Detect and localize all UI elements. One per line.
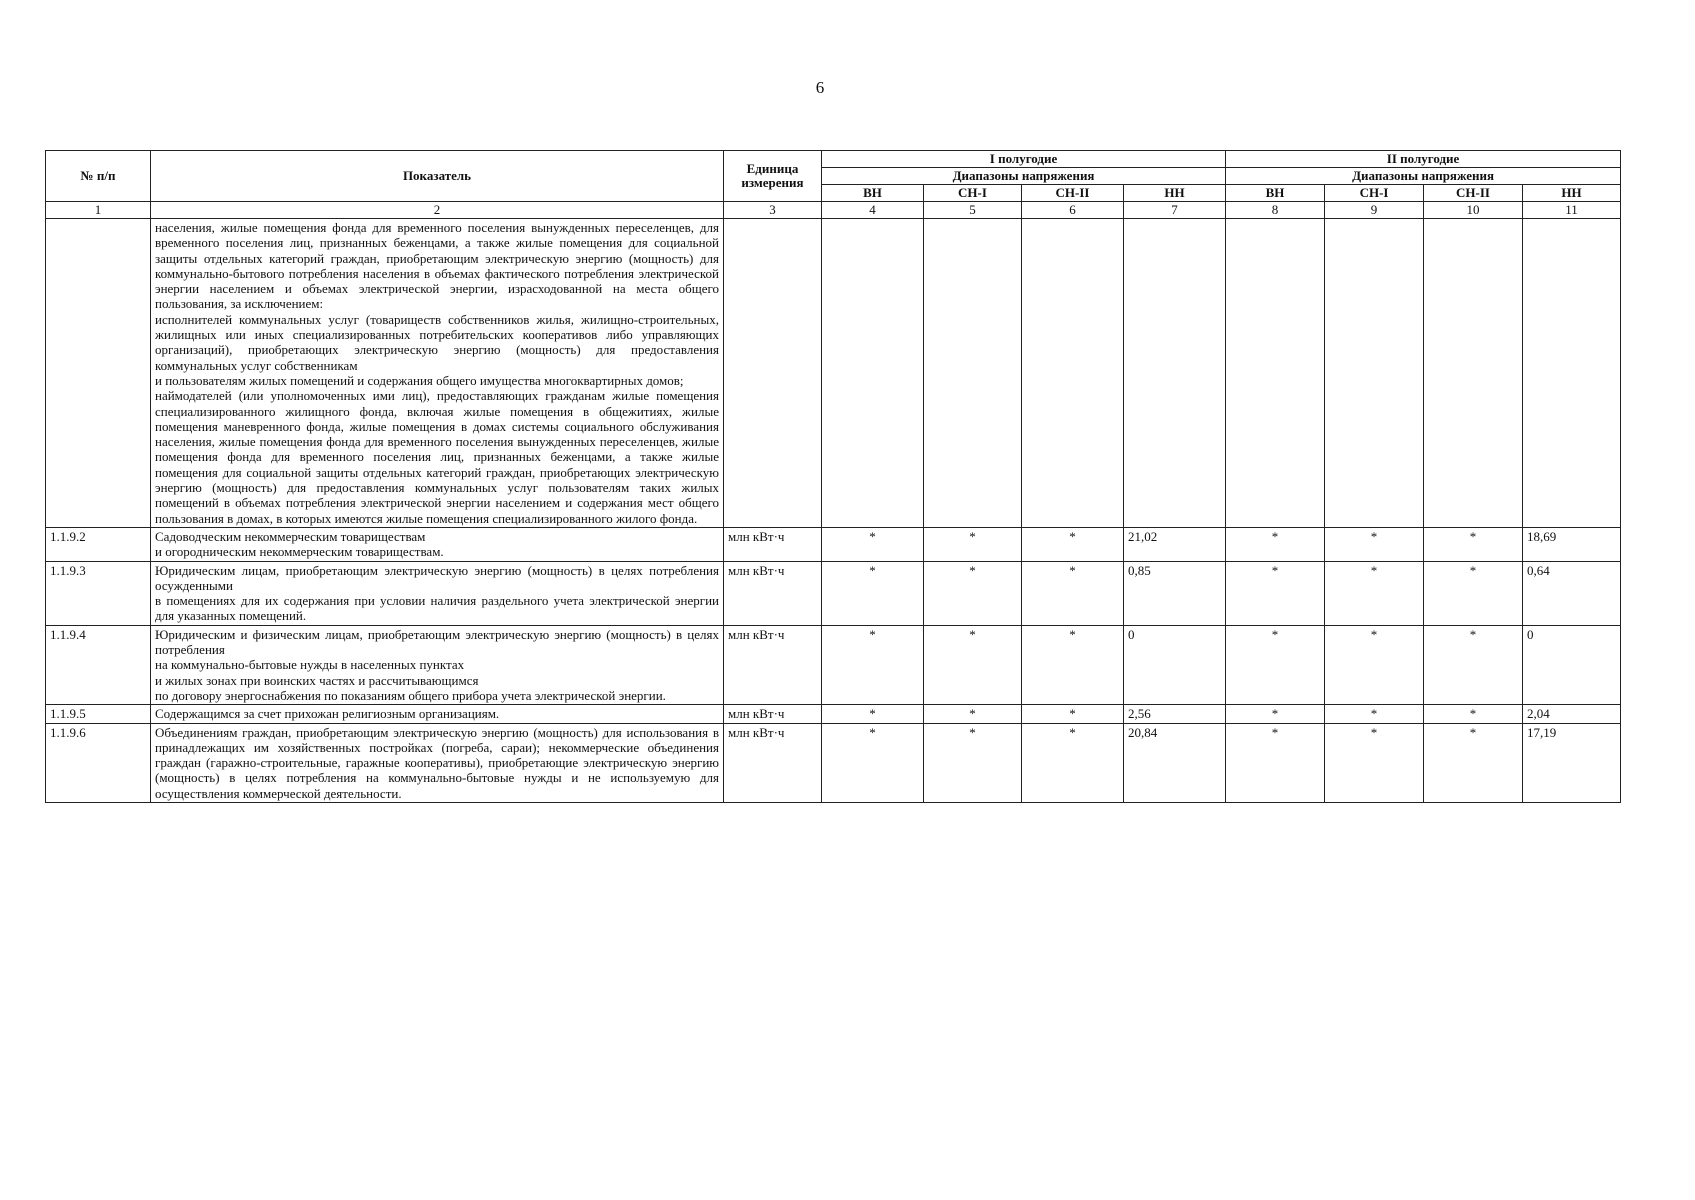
tariff-volume-table bbox=[45, 150, 1621, 803]
row-number: 1.1.9.5 bbox=[46, 705, 151, 723]
header-voltage-ranges-1: Диапазоны напряжения bbox=[822, 168, 1226, 185]
column-number: 10 bbox=[1424, 202, 1523, 219]
table-row bbox=[46, 561, 1621, 625]
value-h2-nn: 18,69 bbox=[1523, 527, 1621, 561]
value-h2-vn: * bbox=[1226, 561, 1325, 625]
column-number: 11 bbox=[1523, 202, 1621, 219]
header-vn-1: ВН bbox=[822, 185, 924, 202]
value-h2-sn2: * bbox=[1424, 527, 1523, 561]
value-h2-nn: 17,19 bbox=[1523, 723, 1621, 802]
value-h1-nn: 2,56 bbox=[1124, 705, 1226, 723]
row-description bbox=[151, 561, 724, 625]
row-unit: млн кВт·ч bbox=[724, 705, 822, 723]
row-description bbox=[151, 625, 724, 704]
row-description bbox=[151, 527, 724, 561]
value-h2-nn: 0,64 bbox=[1523, 561, 1621, 625]
description-line: Юридическим лицам, приобретающим электрическую энергию (мощность) в целях потребления осужденными bbox=[155, 562, 719, 593]
header-half1: I полугодие bbox=[822, 151, 1226, 168]
description-line: по договору энергоснабжения по показаниям общего прибора учета электрической энергии. bbox=[155, 687, 666, 703]
table-row bbox=[46, 527, 1621, 561]
table-row bbox=[46, 723, 1621, 802]
description-line: и жилых зонах при воинских частях и рассчитывающимся bbox=[155, 672, 479, 688]
column-number-row bbox=[46, 202, 1621, 219]
row-number: 1.1.9.2 bbox=[46, 527, 151, 561]
column-number: 3 bbox=[724, 202, 822, 219]
column-number: 4 bbox=[822, 202, 924, 219]
column-number: 6 bbox=[1022, 202, 1124, 219]
value-h2-vn: * bbox=[1226, 705, 1325, 723]
column-number: 7 bbox=[1124, 202, 1226, 219]
header-nn-2: НН bbox=[1523, 185, 1621, 202]
value-h1-vn: * bbox=[822, 625, 924, 704]
value-h1-sn1: * bbox=[924, 527, 1022, 561]
description-line: Объединениям граждан, приобретающим электрическую энергию (мощность) для использования в принадлежащих им хозяйственных постройках (погреба, сараи); некоммерческие объединения граждан (гаражно-строительные, гаражные кооперативы), приобретающие электрическую энергию (мощность) в целях потребления на коммунально-бытовые нужды и не используемую для осуществления коммерческой деятельности. bbox=[155, 724, 719, 801]
value-h2-sn1: * bbox=[1325, 561, 1424, 625]
column-number: 9 bbox=[1325, 202, 1424, 219]
column-number: 2 bbox=[151, 202, 724, 219]
header-sn1-2: СН-I bbox=[1325, 185, 1424, 202]
header-vn-2: ВН bbox=[1226, 185, 1325, 202]
row-number: 1.1.9.6 bbox=[46, 723, 151, 802]
value-h2-sn2: * bbox=[1424, 561, 1523, 625]
description-line: Содержащимся за счет прихожан религиозным организациям. bbox=[155, 706, 500, 722]
value-h1-nn: 20,84 bbox=[1124, 723, 1226, 802]
description-line: Юридическим и физическим лицам, приобретающим электрическую энергию (мощность) в целях потребления bbox=[155, 626, 719, 658]
description-line: в помещениях для их содержания при условии наличия раздельного учета электрической энергии для указанных помещений. bbox=[155, 593, 719, 624]
row-unit: млн кВт·ч bbox=[724, 561, 822, 625]
row-description bbox=[151, 219, 724, 528]
row-description bbox=[151, 723, 724, 802]
table-row bbox=[46, 625, 1621, 704]
value-h2-nn: 2,04 bbox=[1523, 705, 1621, 723]
value-h1-nn: 21,02 bbox=[1124, 527, 1226, 561]
value-h2-sn2: * bbox=[1424, 625, 1523, 704]
row-unit: млн кВт·ч bbox=[724, 723, 822, 802]
description-line: наймодателей (или уполномоченных ими лиц), предоставляющих гражданам жилые помещения специализированного жилищного фонда, включая жилые помещения в общежитиях, жилые помещения маневренного фонда, жилые помещения в домах системы социального обслуживания населения, жилые помещения фонда для временного поселения вынужденных переселенцев, жилые помещения фонда для временного поселения лиц, признанных беженцами, а также жилые помещения для социальной защиты отдельных категорий граждан, приобретающих электрическую энергию (мощность) для предоставления коммунальных услуг пользователям таких жилых помещений в объемах потребления электрической энергии населением и содержания мест общего пользования в домах, в которых имеются жилые помещения специализированного жилого фонда. bbox=[155, 388, 719, 526]
description-line: и огородническим некоммерческим товариществам. bbox=[155, 544, 444, 560]
header-sn2-2: СН-II bbox=[1424, 185, 1523, 202]
table-row-continuation bbox=[46, 219, 1621, 528]
value-h1-sn2: * bbox=[1022, 561, 1124, 625]
value-h1-sn2: * bbox=[1022, 723, 1124, 802]
value-h2-vn: * bbox=[1226, 625, 1325, 704]
row-number: 1.1.9.4 bbox=[46, 625, 151, 704]
value-h1-vn: * bbox=[822, 705, 924, 723]
value-h1-nn: 0 bbox=[1124, 625, 1226, 704]
row-unit: млн кВт·ч bbox=[724, 625, 822, 704]
value-h2-vn: * bbox=[1226, 527, 1325, 561]
header-sn2-1: СН-II bbox=[1022, 185, 1124, 202]
description-line: населения, жилые помещения фонда для временного поселения вынужденных переселенцев, для временного поселения лиц, признанных беженцами, а также жилые помещения для социальной защиты отдельных категорий граждан, приобретающим электрическую энергию (мощность) для коммунально-бытового потребления населения в объемах фактического потребления электрической энергии населением и объемах электрической энергии, израсходованной на места общего пользования, за исключением: bbox=[155, 220, 719, 312]
value-h2-sn1: * bbox=[1325, 527, 1424, 561]
value-h2-sn1: * bbox=[1325, 723, 1424, 802]
header-half2: II полугодие bbox=[1226, 151, 1621, 168]
value-h2-vn: * bbox=[1226, 723, 1325, 802]
row-unit: млн кВт·ч bbox=[724, 527, 822, 561]
value-h1-vn: * bbox=[822, 561, 924, 625]
header-col-indicator: Показатель bbox=[151, 151, 724, 202]
value-h1-sn2: * bbox=[1022, 625, 1124, 704]
description-line: Садоводческим некоммерческим товариществам bbox=[155, 528, 426, 544]
page-number: 6 bbox=[815, 78, 825, 97]
header-col-no: № п/п bbox=[46, 151, 151, 202]
value-h1-sn1: * bbox=[924, 625, 1022, 704]
header-nn-1: НН bbox=[1124, 185, 1226, 202]
column-number: 5 bbox=[924, 202, 1022, 219]
value-h1-sn1: * bbox=[924, 561, 1022, 625]
value-h1-vn: * bbox=[822, 723, 924, 802]
description-line: исполнителей коммунальных услуг (товариществ собственников жилья, жилищно-строительных, жилищных или иных специализированных потребительских кооперативов либо управляющих организаций), приобретающих электрическую энергию (мощность) для предоставления коммунальных услуг собственникам bbox=[155, 311, 719, 373]
value-h2-sn1: * bbox=[1325, 705, 1424, 723]
value-h1-nn: 0,85 bbox=[1124, 561, 1226, 625]
description-line: и пользователям жилых помещений и содержания общего имущества многоквартирных домов; bbox=[155, 372, 684, 388]
value-h1-sn2: * bbox=[1022, 705, 1124, 723]
row-description bbox=[151, 705, 724, 723]
value-h1-sn1: * bbox=[924, 705, 1022, 723]
value-h1-sn2: * bbox=[1022, 527, 1124, 561]
value-h1-vn: * bbox=[822, 527, 924, 561]
column-number: 1 bbox=[46, 202, 151, 219]
value-h2-sn2: * bbox=[1424, 723, 1523, 802]
value-h2-nn: 0 bbox=[1523, 625, 1621, 704]
table-row bbox=[46, 705, 1621, 723]
header-voltage-ranges-2: Диапазоны напряжения bbox=[1226, 168, 1621, 185]
description-line: на коммунально-бытовые нужды в населенных пунктах bbox=[155, 657, 465, 673]
header-col-unit: Единица измерения bbox=[724, 151, 822, 202]
value-h2-sn1: * bbox=[1325, 625, 1424, 704]
value-h2-sn2: * bbox=[1424, 705, 1523, 723]
column-number: 8 bbox=[1226, 202, 1325, 219]
value-h1-sn1: * bbox=[924, 723, 1022, 802]
row-number: 1.1.9.3 bbox=[46, 561, 151, 625]
header-sn1-1: СН-I bbox=[924, 185, 1022, 202]
row-number bbox=[46, 219, 151, 528]
